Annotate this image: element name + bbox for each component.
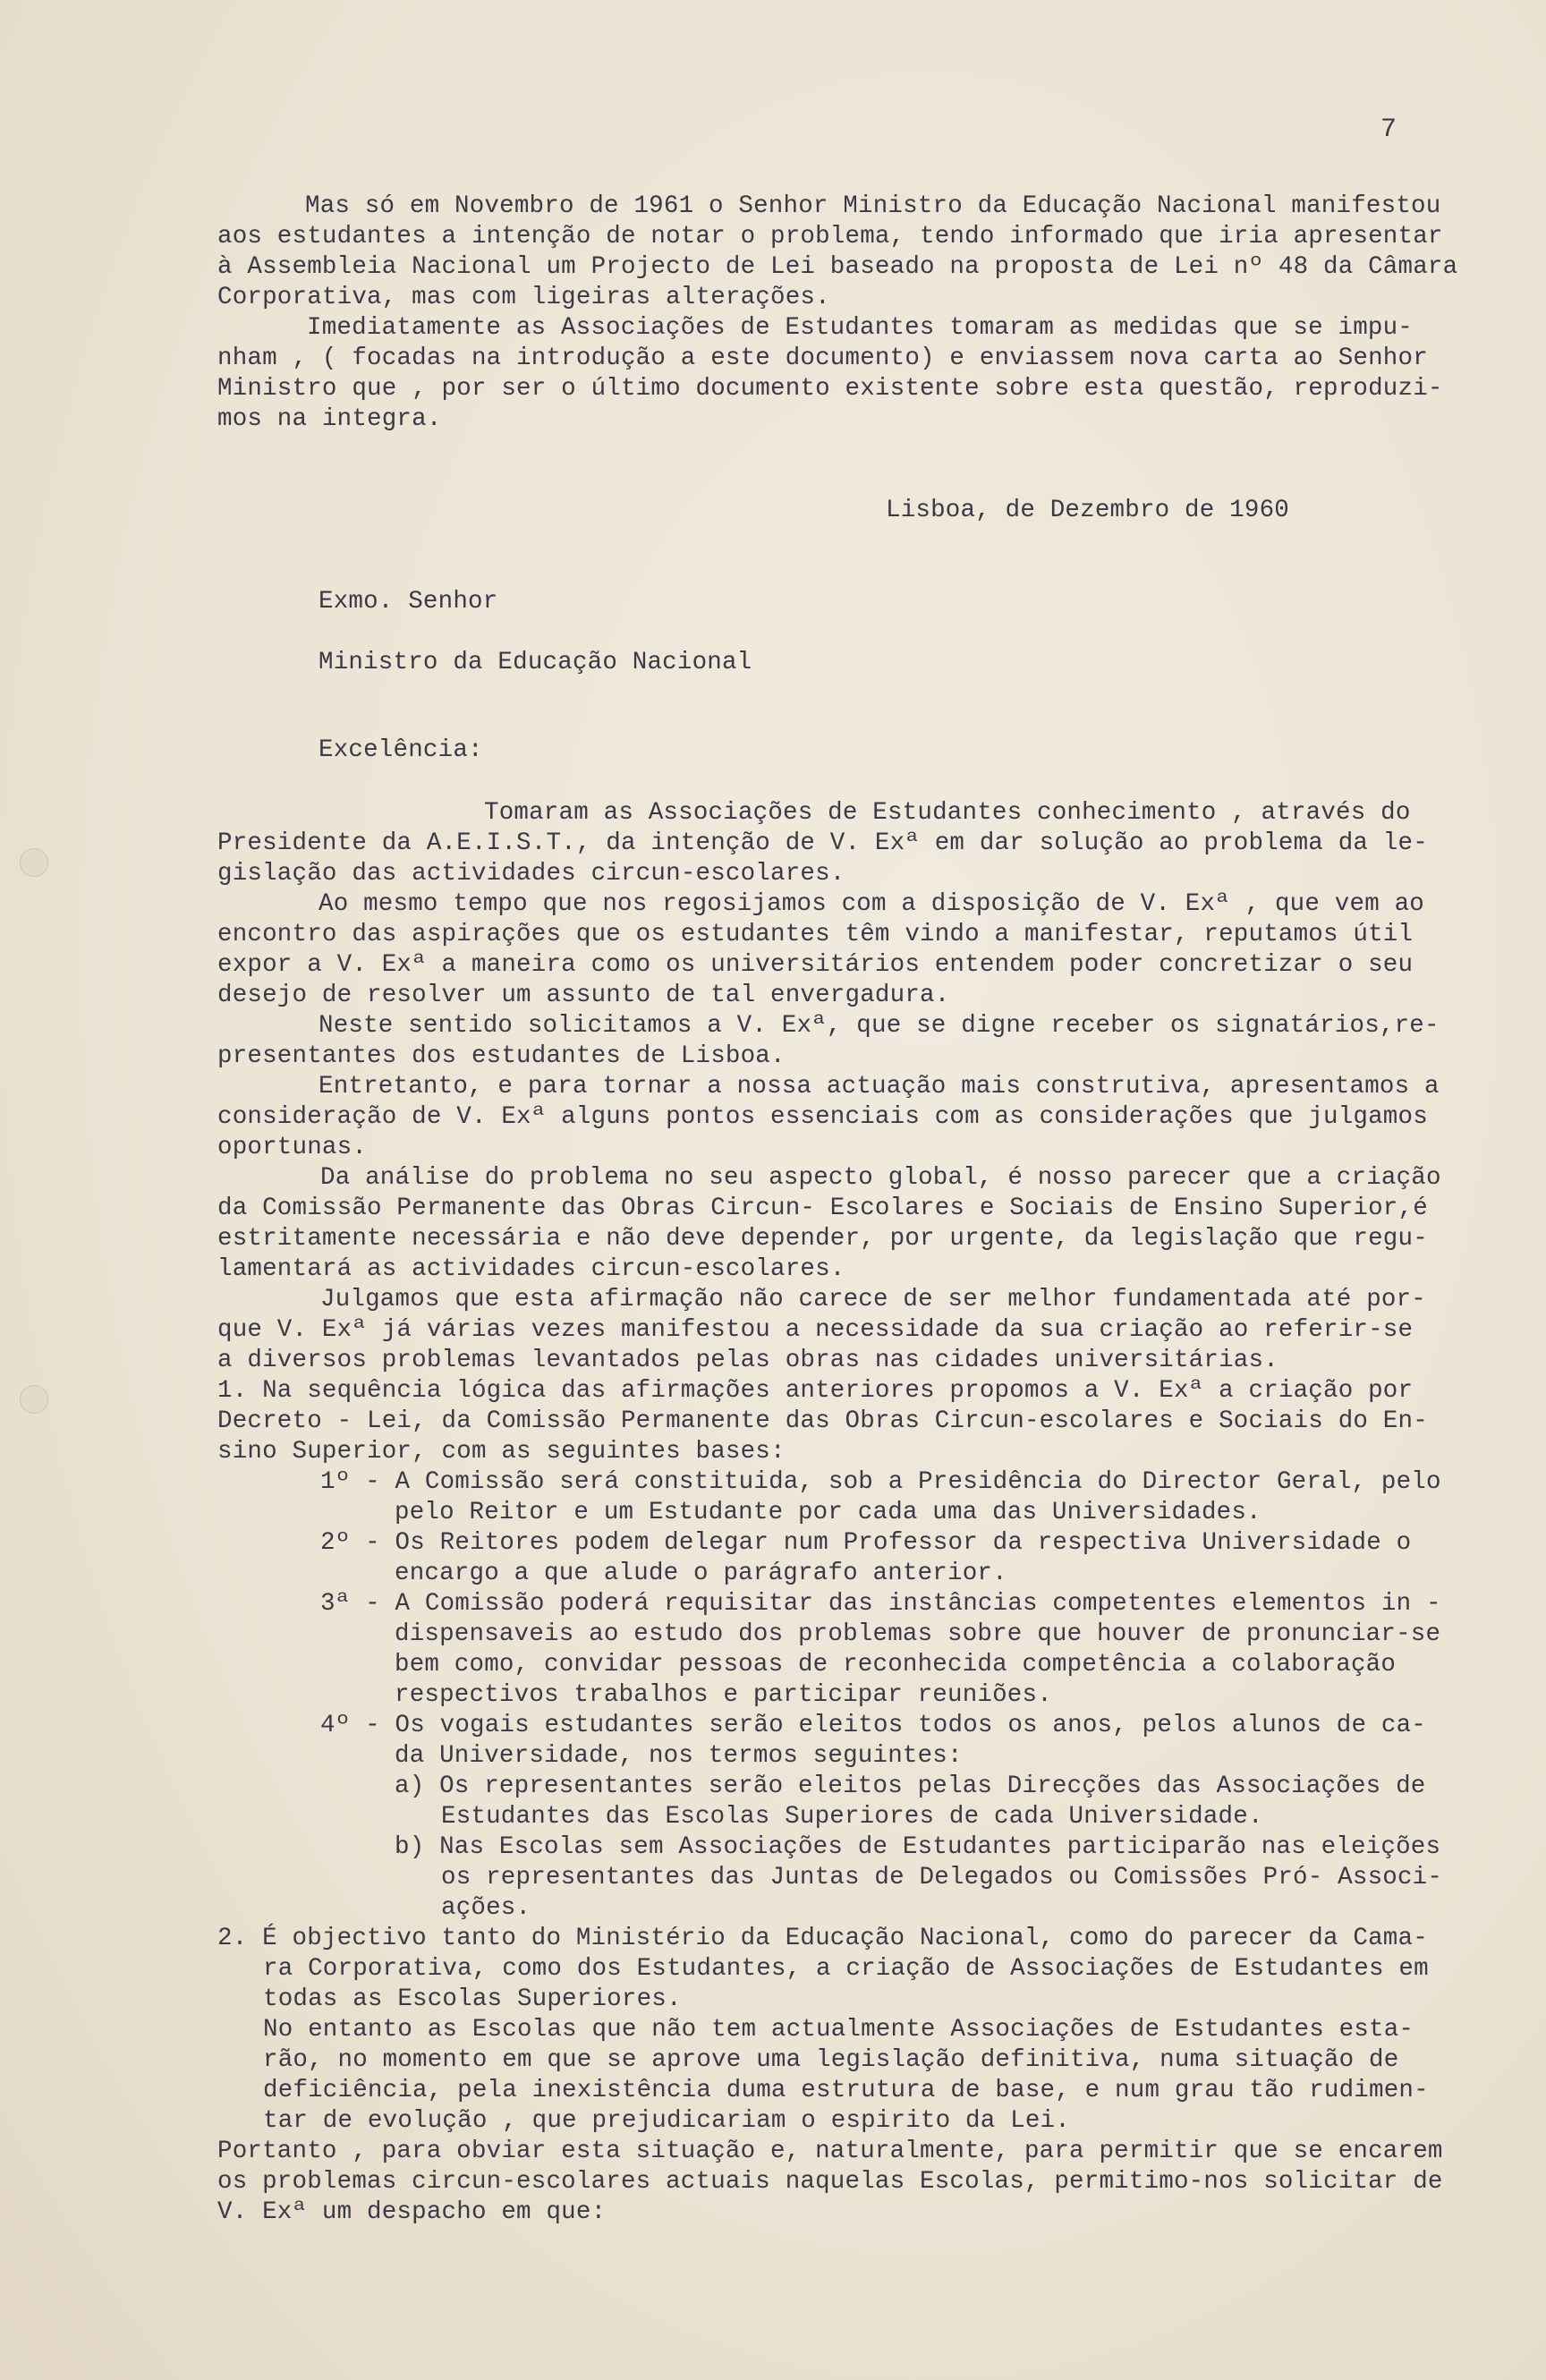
text-line: Ministro que , por ser o último documento existente sobre esta questão, reproduzi- bbox=[217, 375, 1443, 403]
text-line: V. Exª um despacho em que: bbox=[217, 2198, 607, 2226]
text-line: Julgamos que esta afirmação não carece de ser melhor fundamentada até por- bbox=[320, 1286, 1426, 1313]
text-line: aos estudantes a intenção de notar o problema, tendo informado que iria apresentar bbox=[217, 223, 1443, 251]
text-line: nham , ( focadas na introdução a este documento) e enviassem nova carta ao Senhor bbox=[217, 344, 1428, 372]
text-line: Entretanto, e para tornar a nossa actuação mais construtiva, apresentamos a bbox=[319, 1073, 1440, 1101]
text-line: pelo Reitor e um Estudante por cada uma das Universidades. bbox=[395, 1499, 1261, 1526]
text-line: os representantes das Juntas de Delegados ou Comissões Pró- Associ- bbox=[441, 1864, 1443, 1891]
text-line: Corporativa, mas com ligeiras alterações. bbox=[217, 284, 830, 311]
text-line: da Universidade, nos termos seguintes: bbox=[395, 1742, 963, 1770]
text-line: b) Nas Escolas sem Associações de Estudantes participarão nas eleições bbox=[395, 1833, 1441, 1861]
text-line: Estudantes das Escolas Superiores de cada Universidade. bbox=[441, 1803, 1263, 1831]
letter-greeting: Excelência: bbox=[319, 736, 483, 764]
text-line: desejo de resolver um assunto de tal envergadura. bbox=[217, 982, 950, 1009]
text-line: gislação das actividades circun-escolares. bbox=[217, 860, 845, 888]
text-line: a diversos problemas levantados pelas obras nas cidades universitárias. bbox=[217, 1347, 1278, 1374]
text-line: consideração de V. Exª alguns pontos essenciais com as considerações que julgamos bbox=[217, 1103, 1428, 1131]
text-line: sino Superior, com as seguintes bases: bbox=[217, 1438, 786, 1466]
text-line: lamentará as actividades circun-escolares. bbox=[217, 1255, 845, 1283]
text-line: Ao mesmo tempo que nos regosijamos com a disposição de V. Exª , que vem ao bbox=[319, 890, 1424, 918]
text-line: Da análise do problema no seu aspecto global, é nosso parecer que a criação bbox=[320, 1164, 1441, 1192]
text-line: deficiência, pela inexistência duma estrutura de base, e num grau tão rudimen- bbox=[263, 2077, 1429, 2104]
text-line: 2º - Os Reitores podem delegar num Professor da respectiva Universidade o bbox=[320, 1529, 1412, 1557]
text-line: Mas só em Novembro de 1961 o Senhor Ministro da Educação Nacional manifestou bbox=[305, 192, 1441, 220]
text-line: Neste sentido solicitamos a V. Exª, que se digne receber os signatários,re- bbox=[319, 1012, 1440, 1040]
text-line: os problemas circun-escolares actuais naquelas Escolas, permitimo-nos solicitar de bbox=[217, 2168, 1443, 2196]
text-line: à Assembleia Nacional um Projecto de Lei baseado na proposta de Lei nº 48 da Câmara bbox=[217, 253, 1458, 281]
letter-recipient: Ministro da Educação Nacional bbox=[319, 649, 752, 676]
letter-date: Lisboa, de Dezembro de 1960 bbox=[886, 497, 1289, 524]
text-line: mos na integra. bbox=[217, 405, 442, 433]
text-line: Imediatamente as Associações de Estudantes tomaram as medidas que se impu- bbox=[307, 314, 1413, 342]
page-number: 7 bbox=[1380, 115, 1397, 145]
text-line: Tomaram as Associações de Estudantes conhecimento , através do bbox=[484, 799, 1411, 827]
text-line: que V. Exª já várias vezes manifestou a necessidade da sua criação ao referir-se bbox=[217, 1316, 1414, 1344]
text-line: rão, no momento em que se aprove uma legislação definitiva, numa situação de bbox=[263, 2046, 1399, 2074]
text-line: Presidente da A.E.I.S.T., da intenção de V. Exª em dar solução ao problema da le- bbox=[217, 829, 1428, 857]
text-line: encontro das aspirações que os estudantes têm vindo a manifestar, reputamos útil bbox=[217, 921, 1414, 948]
punch-hole-top bbox=[20, 848, 48, 877]
text-line: Portanto , para obviar esta situação e, naturalmente, para permitir que se encarem bbox=[217, 2138, 1443, 2165]
text-line: bem como, convidar pessoas de reconhecida competência a colaboração bbox=[395, 1651, 1397, 1679]
text-line: No entanto as Escolas que não tem actualmente Associações de Estudantes esta- bbox=[263, 2016, 1414, 2044]
letter-salutation: Exmo. Senhor bbox=[319, 588, 498, 616]
text-line: estritamente necessária e não deve depender, por urgente, da legislação que regu- bbox=[217, 1225, 1428, 1253]
punch-hole-bottom bbox=[20, 1385, 48, 1414]
text-line: ra Corporativa, como dos Estudantes, a criação de Associações de Estudantes em bbox=[263, 1955, 1429, 1983]
text-line: respectivos trabalhos e participar reuniões. bbox=[395, 1681, 1052, 1709]
text-line: ações. bbox=[441, 1894, 531, 1922]
text-line: dispensaveis ao estudo dos problemas sobre que houver de pronunciar-se bbox=[395, 1620, 1441, 1648]
text-line: 3ª - A Comissão poderá requisitar das instâncias competentes elementos in - bbox=[320, 1590, 1441, 1618]
text-line: 2. É objectivo tanto do Ministério da Educação Nacional, como do parecer da Cama- bbox=[217, 1925, 1428, 1952]
text-line: oportunas. bbox=[217, 1134, 368, 1161]
text-line: a) Os representantes serão eleitos pelas Direcções das Associações de bbox=[395, 1772, 1426, 1800]
text-line: 1º - A Comissão será constituida, sob a Presidência do Director Geral, pelo bbox=[320, 1468, 1441, 1496]
text-line: presentantes dos estudantes de Lisboa. bbox=[217, 1042, 786, 1070]
text-line: expor a V. Exª a maneira como os universitários entendem poder concretizar o seu bbox=[217, 951, 1414, 979]
text-line: Decreto - Lei, da Comissão Permanente das Obras Circun-escolares e Sociais do En- bbox=[217, 1407, 1428, 1435]
text-line: 1. Na sequência lógica das afirmações anteriores propomos a V. Exª a criação por bbox=[217, 1377, 1414, 1405]
text-line: encargo a que alude o parágrafo anterior. bbox=[395, 1560, 1007, 1587]
text-line: da Comissão Permanente das Obras Circun- Escolares e Sociais de Ensino Superior,é bbox=[217, 1194, 1428, 1222]
text-line: todas as Escolas Superiores. bbox=[263, 1985, 682, 2013]
text-line: tar de evolução , que prejudicariam o espirito da Lei. bbox=[263, 2107, 1070, 2135]
text-line: 4º - Os vogais estudantes serão eleitos todos os anos, pelos alunos de ca- bbox=[320, 1712, 1426, 1739]
